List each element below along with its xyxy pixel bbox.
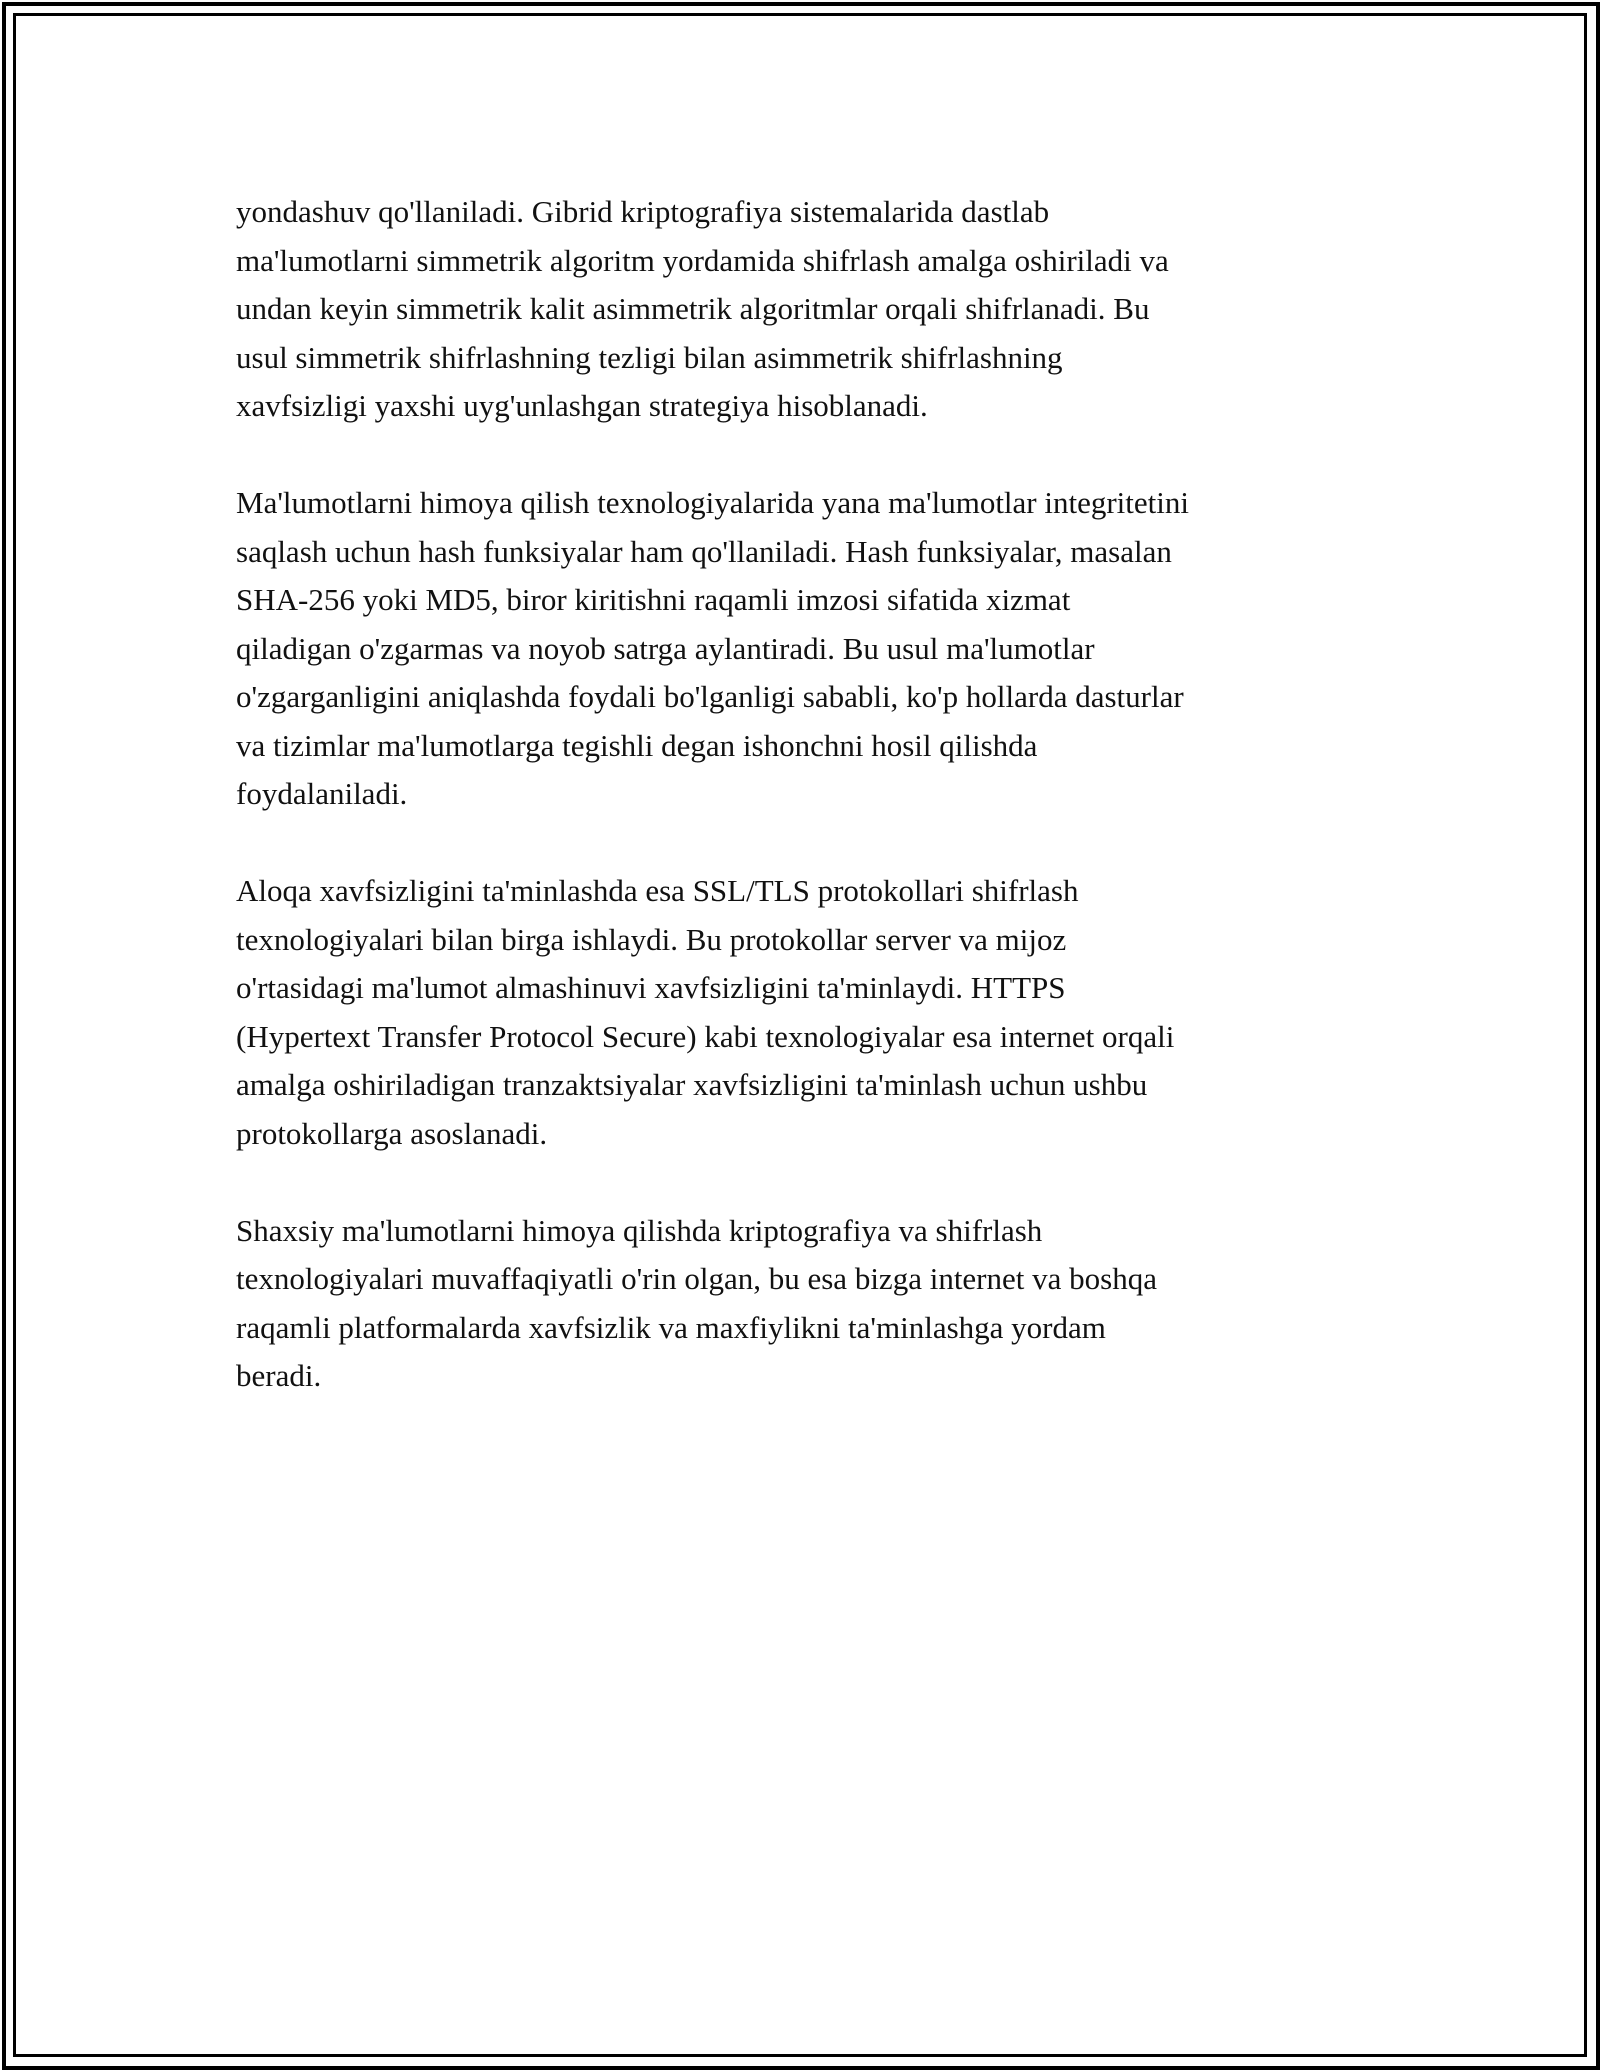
text-line: va tizimlar ma'lumotlarga tegishli degan ishonchni hosil qilishda — [236, 727, 1038, 763]
text-line: saqlash uchun hash funksiyalar ham qo'llaniladi. Hash funksiyalar, masalan — [236, 533, 1172, 569]
text-line: o'zgarganligini aniqlashda foydali bo'lganligi sababli, ko'p hollarda dasturlar — [236, 679, 1184, 714]
text-line: raqamli platformalarda xavfsizlik va maxfiylikni ta'minlashga yordam — [236, 1309, 1106, 1345]
paragraph-personal-data — [236, 1207, 1376, 1401]
text-line: amalga oshiriladigan tranzaktsiyalar xavfsizligini ta'minlash uchun ushbu — [236, 1067, 1148, 1102]
document-body — [236, 188, 1376, 1449]
text-line: usul simmetrik shifrlashning tezligi bilan asimmetrik shifrlashning — [236, 339, 1063, 375]
text-line: protokollarga asoslanadi. — [236, 1115, 548, 1151]
text-line: texnologiyalari muvaffaqiyatli o'rin olgan, bu esa bizga internet va boshqa — [236, 1261, 1157, 1296]
text-line: foydalaniladi. — [236, 776, 408, 811]
text-line: ma'lumotlarni simmetrik algoritm yordamida shifrlash amalga oshiriladi va — [236, 242, 1169, 278]
text-line: texnologiyalari bilan birga ishlaydi. Bu protokollar server va mijoz — [236, 921, 1067, 957]
text-line: Aloqa xavfsizligini ta'minlashda esa SSL/TLS protokollari shifrlash — [236, 873, 1079, 908]
text-line: Ma'lumotlarni himoya qilish texnologiyalarida yana ma'lumotlar integritetini — [236, 485, 1190, 520]
text-line: SHA-256 yoki MD5, biror kiritishni raqamli imzosi sifatida xizmat — [236, 582, 1071, 617]
text-line: qiladigan o'zgarmas va noyob satrga aylantiradi. Bu usul ma'lumotlar — [236, 630, 1095, 666]
paragraph-hash-functions — [236, 479, 1376, 819]
text-line: o'rtasidagi ma'lumot almashinuvi xavfsizligini ta'minlaydi. HTTPS — [236, 970, 1066, 1005]
text-line: beradi. — [236, 1358, 322, 1393]
paragraph-hybrid-cryptography — [236, 188, 1376, 431]
text-line: xavfsizligi yaxshi uyg'unlashgan strategiya hisoblanadi. — [236, 388, 928, 423]
text-line: undan keyin simmetrik kalit asimmetrik algoritmlar orqali shifrlanadi. Bu — [236, 291, 1150, 326]
text-line: (Hypertext Transfer Protocol Secure) kabi texnologiyalar esa internet orqali — [236, 1018, 1175, 1054]
paragraph-ssl-tls — [236, 867, 1376, 1158]
text-line: yondashuv qo'llaniladi. Gibrid kriptografiya sistemalarida dastlab — [236, 194, 1050, 229]
text-line: Shaxsiy ma'lumotlarni himoya qilishda kriptografiya va shifrlash — [236, 1212, 1043, 1248]
